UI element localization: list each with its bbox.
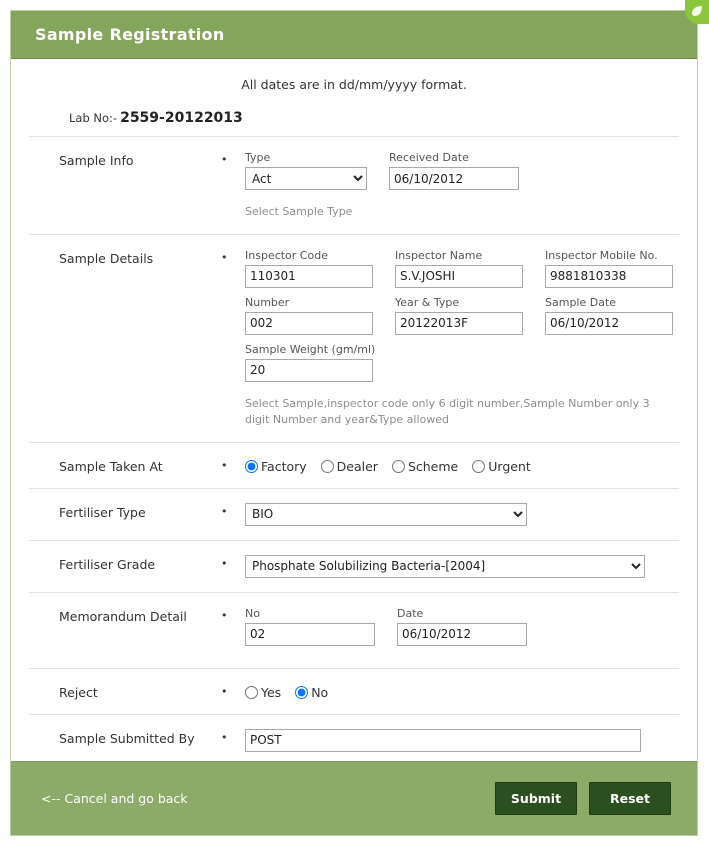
label-received-date: Received Date bbox=[389, 151, 469, 164]
bullet-sample-info: • bbox=[221, 153, 228, 166]
input-memorandum-no[interactable] bbox=[245, 623, 375, 646]
radio-group-reject bbox=[245, 683, 679, 700]
field-memorandum-date bbox=[397, 607, 527, 646]
label-sample-date: Sample Date bbox=[545, 295, 617, 309]
footer-button-group bbox=[495, 782, 671, 815]
lab-number bbox=[29, 106, 679, 136]
label-fertiliser-grade: Fertiliser Grade bbox=[59, 556, 156, 572]
label-number: Number bbox=[245, 295, 290, 309]
input-sample-date[interactable] bbox=[545, 312, 673, 335]
input-received-date[interactable] bbox=[389, 167, 519, 190]
field-inspector-name bbox=[395, 249, 523, 288]
bullet-reject: • bbox=[221, 684, 228, 698]
label-fertiliser-type: Fertiliser Type bbox=[59, 504, 146, 520]
reset-button[interactable]: Reset bbox=[589, 782, 671, 815]
field-inspector-mobile bbox=[545, 249, 673, 288]
bullet-fertiliser-type: • bbox=[221, 504, 228, 518]
bullet-memorandum-detail: • bbox=[221, 608, 228, 622]
radio-sample-taken-scheme[interactable] bbox=[392, 459, 458, 474]
lab-number-label: Lab No:- bbox=[69, 111, 118, 125]
label-memorandum-date: Date bbox=[397, 606, 424, 620]
field-inspector-code bbox=[245, 249, 373, 288]
form-body bbox=[11, 59, 697, 761]
select-fertiliser-grade[interactable] bbox=[245, 555, 645, 578]
hint-sample-details: Select Sample,inspector code only 6 digit number,Sample Number only 3 digit Number and year&Type allowed bbox=[245, 396, 650, 426]
radio-label-dealer: Dealer bbox=[336, 458, 378, 474]
radio-sample-taken-dealer[interactable] bbox=[321, 459, 378, 474]
input-inspector-code[interactable] bbox=[245, 265, 373, 288]
radio-label-reject-yes: Yes bbox=[261, 684, 282, 700]
label-sample-taken-at: Sample Taken At bbox=[59, 458, 163, 474]
field-year-type bbox=[395, 296, 523, 335]
row-fertiliser-type bbox=[29, 488, 679, 540]
bullet-sample-taken-at: • bbox=[221, 458, 228, 472]
row-reject bbox=[29, 668, 679, 714]
label-memorandum-detail: Memorandum Detail bbox=[59, 608, 187, 624]
date-format-notice: All dates are in dd/mm/yyyy format. bbox=[241, 77, 467, 92]
radio-input-reject-yes[interactable] bbox=[245, 686, 258, 699]
label-sample-weight: Sample Weight (gm/ml) bbox=[245, 342, 376, 356]
label-memorandum-no: No bbox=[245, 606, 260, 620]
bullet-sample-details: • bbox=[221, 250, 228, 264]
label-sample-submitted-by: Sample Submitted By bbox=[59, 730, 195, 746]
registration-panel bbox=[10, 10, 698, 836]
radio-sample-taken-urgent[interactable] bbox=[472, 459, 531, 474]
lab-number-value: 2559-20122013 bbox=[120, 110, 243, 126]
field-type bbox=[245, 151, 367, 190]
label-inspector-mobile: Inspector Mobile No. bbox=[545, 248, 658, 262]
radio-input-dealer[interactable] bbox=[321, 460, 334, 473]
radio-label-factory: Factory bbox=[261, 458, 307, 474]
row-sample-info bbox=[29, 136, 679, 234]
field-received-date bbox=[389, 151, 519, 190]
radio-label-reject-no: No bbox=[311, 684, 329, 700]
input-sample-submitted-by[interactable] bbox=[245, 729, 641, 752]
row-sample-taken-at bbox=[29, 442, 679, 488]
select-sample-type[interactable] bbox=[245, 167, 367, 190]
radio-group-sample-taken-at bbox=[245, 457, 679, 474]
cancel-and-go-back-link[interactable]: <-- Cancel and go back bbox=[41, 791, 188, 806]
input-number[interactable] bbox=[245, 312, 373, 335]
page-title: Sample Registration bbox=[35, 25, 225, 44]
radio-reject-no[interactable] bbox=[295, 685, 328, 700]
input-sample-weight[interactable] bbox=[245, 359, 373, 382]
row-sample-details bbox=[29, 234, 679, 442]
panel-header bbox=[11, 11, 697, 59]
select-fertiliser-type[interactable] bbox=[245, 503, 527, 526]
label-type: Type bbox=[245, 151, 271, 164]
bullet-fertiliser-grade: • bbox=[221, 556, 228, 570]
label-inspector-code: Inspector Code bbox=[245, 248, 328, 262]
label-inspector-name: Inspector Name bbox=[395, 248, 483, 262]
radio-input-factory[interactable] bbox=[245, 460, 258, 473]
field-sample-weight bbox=[245, 343, 375, 382]
input-inspector-mobile[interactable] bbox=[545, 265, 673, 288]
radio-sample-taken-factory[interactable] bbox=[245, 459, 307, 474]
hint-sample-info: Select Sample Type bbox=[245, 205, 353, 218]
radio-input-urgent[interactable] bbox=[472, 460, 485, 473]
label-sample-details: Sample Details bbox=[59, 250, 154, 266]
radio-label-scheme: Scheme bbox=[407, 458, 459, 474]
row-memorandum-detail bbox=[29, 592, 679, 668]
bullet-sample-submitted-by: • bbox=[221, 730, 228, 744]
input-memorandum-date[interactable] bbox=[397, 623, 527, 646]
radio-label-urgent: Urgent bbox=[488, 458, 531, 474]
label-year-type: Year & Type bbox=[395, 295, 460, 309]
label-reject: Reject bbox=[59, 684, 98, 700]
field-memorandum-no bbox=[245, 607, 375, 646]
field-number bbox=[245, 296, 373, 335]
label-sample-info: Sample Info bbox=[59, 153, 134, 168]
input-inspector-name[interactable] bbox=[395, 265, 523, 288]
radio-input-scheme[interactable] bbox=[392, 460, 405, 473]
radio-input-reject-no[interactable] bbox=[295, 686, 308, 699]
submit-button[interactable]: Submit bbox=[495, 782, 577, 815]
radio-reject-yes[interactable] bbox=[245, 685, 281, 700]
field-sample-date bbox=[545, 296, 673, 335]
form-footer bbox=[11, 761, 697, 835]
input-year-type[interactable] bbox=[395, 312, 523, 335]
row-fertiliser-grade bbox=[29, 540, 679, 592]
